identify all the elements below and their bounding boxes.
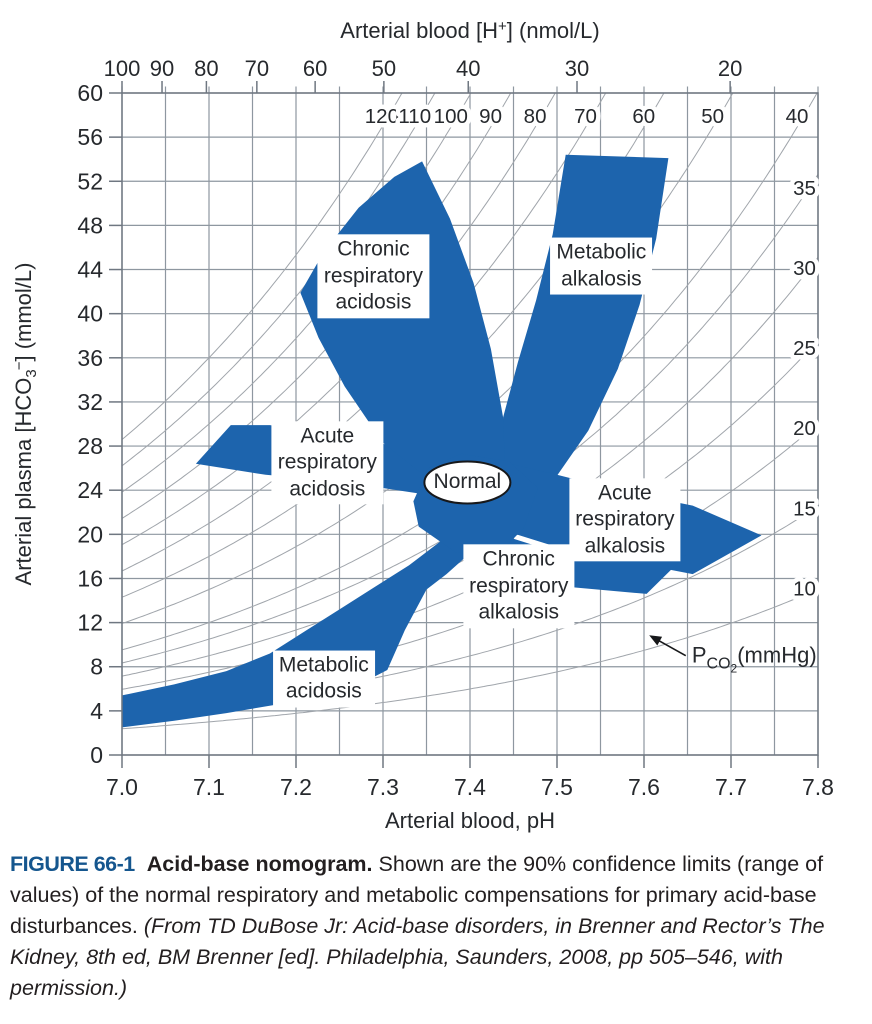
pco2-label-20: 20 (793, 417, 816, 441)
pco2-label-50: 50 (701, 105, 725, 128)
y-tick-label: 36 (77, 344, 103, 371)
y-tick-label: 60 (77, 80, 103, 106)
figure-title: Acid-base nomogram. (146, 852, 373, 876)
y-tick-label: 52 (77, 168, 103, 195)
pco2-label-120: 120 (364, 105, 400, 128)
h-plus-tick-label: 20 (717, 56, 743, 81)
y-tick-label: 16 (77, 565, 103, 592)
pco2-axis-label: $P_{CO}2(mmHg)$ (691, 642, 817, 676)
x-tick-label: 7.8 (802, 774, 834, 800)
region-layer (122, 155, 762, 728)
figure-number: FIGURE 66-1 (10, 852, 135, 876)
y-tick-label: 24 (77, 477, 103, 504)
y-tick-label: 20 (77, 521, 103, 548)
y-tick-label: 28 (77, 433, 103, 460)
y-tick-label: 8 (90, 653, 103, 680)
figure-caption (10, 849, 866, 1004)
h-plus-tick-label: 60 (302, 56, 328, 81)
pco2-label-35: 35 (793, 177, 816, 201)
y-tick-label: 32 (77, 388, 103, 415)
x-tick-label: 7.1 (193, 774, 225, 800)
x-tick-label: 7.7 (715, 774, 747, 800)
x-tick-label: 7.0 (106, 774, 138, 800)
h-plus-tick-label: 40 (456, 56, 481, 81)
label-acute-respiratory-acidosis: Acute respiratory acidosis (272, 421, 383, 504)
y-tick-label: 56 (77, 124, 103, 151)
pco2-label-30: 30 (793, 257, 816, 281)
x-axis-title: Arterial blood, pH (385, 808, 555, 833)
y-tick-label: 12 (77, 609, 103, 636)
h-plus-tick-label: 90 (149, 56, 175, 81)
y-tick-label: 0 (90, 742, 103, 768)
pco2-label-25: 25 (793, 337, 816, 361)
pco2-label-70: 70 (574, 105, 597, 128)
pco2-label-100: 100 (433, 105, 468, 128)
y-tick-label: 4 (90, 697, 103, 724)
h-plus-tick-label: 70 (244, 56, 270, 81)
y-tick-label: 48 (77, 212, 103, 239)
x-tick-label: 7.3 (367, 774, 399, 800)
h-plus-tick-label: 100 (103, 56, 141, 81)
pco2-arrowhead (649, 635, 662, 645)
label-metabolic-acidosis: Metabolic acidosis (273, 650, 375, 707)
pco2-arrow-line (655, 639, 685, 656)
figure-citation: (From TD DuBose Jr: Acid-base disorders, in Brenner and Rector’s The Kidney, 8th ed, BM Brenner [ed]. Philadelphia, Saunders, 2008, pp 505–546, with permission.) (10, 914, 825, 1000)
top-axis-title: Arterial blood [H+] (nmol/L) (340, 18, 600, 43)
pco2-label-60: 60 (632, 105, 656, 128)
x-tick-label: 7.6 (628, 774, 660, 800)
normal-ellipse (424, 461, 510, 503)
label-acute-respiratory-alkalosis: Acute respiratory alkalosis (569, 478, 680, 561)
y-axis-title: Arterial plasma $[HCO_3-]$ (mmol/L) (11, 262, 40, 586)
pco2-label-10: 10 (793, 577, 816, 601)
pco2-label-15: 15 (793, 497, 816, 521)
pco2-label-40: 40 (785, 105, 809, 128)
x-tick-label: 7.4 (454, 774, 486, 800)
h-plus-tick-label: 80 (194, 56, 219, 81)
pco2-label-90: 90 (479, 105, 502, 128)
label-chronic-respiratory-acidosis: Chronic respiratory acidosis (318, 234, 429, 317)
label-normal: Normal (433, 470, 502, 494)
h-plus-tick-label: 30 (564, 56, 590, 81)
label-metabolic-alkalosis: Metabolic alkalosis (550, 238, 652, 295)
x-tick-label: 7.2 (280, 774, 312, 800)
figure-caption-body: Shown are the 90% confidence limits (range of values) of the normal respiratory and metabolic compensations for primary acid-base disturbances. (10, 852, 824, 938)
pco2-label-80: 80 (523, 105, 547, 128)
x-tick-label: 7.5 (541, 774, 573, 800)
pco2-label-110: 110 (398, 105, 432, 128)
h-plus-tick-label: 50 (371, 56, 397, 81)
y-tick-label: 40 (77, 300, 103, 327)
label-chronic-respiratory-alkalosis: Chronic respiratory alkalosis (463, 545, 574, 628)
y-tick-label: 44 (77, 256, 103, 283)
